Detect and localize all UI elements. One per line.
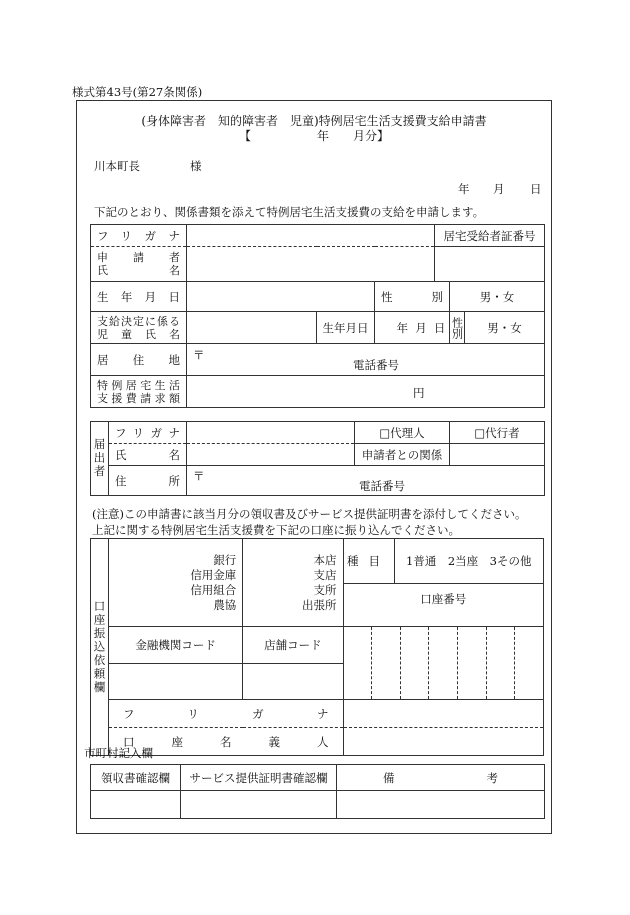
remarks-char-1: 備 (383, 770, 395, 785)
branch-type-branch: 支店 (313, 567, 337, 582)
notifier-vertical-label: 届出者 (91, 422, 109, 496)
sex-label: 性別 (375, 282, 450, 312)
recipient-number-label: 居宅受給者証番号 (435, 225, 545, 247)
remarks-char-2: 考 (486, 770, 498, 785)
branch-type-head: 本店 (313, 552, 337, 567)
applicant-name-field[interactable] (187, 247, 435, 282)
remarks-field[interactable] (337, 791, 545, 819)
addressee-suffix: 様 (190, 159, 202, 173)
branch-code-field[interactable] (243, 663, 343, 700)
child-birth-year: 年 (396, 320, 409, 335)
applicant-label-line1: 申請者 (97, 251, 180, 264)
account-kind-label: 種目 (344, 539, 395, 583)
child-label-line2: 児童氏名 (97, 327, 180, 341)
holder-furigana-label: フリガナ (109, 700, 344, 728)
notifier-furigana-field[interactable] (187, 422, 355, 444)
branch-name-field[interactable] (243, 539, 343, 627)
phone-label: 電話番号 (353, 358, 399, 372)
attachment-note: (注意)この申請書に該当月分の領収書及びサービス提供証明書を添付してください。 (92, 507, 527, 521)
notifier-phone-label: 電話番号 (359, 479, 405, 493)
child-birth-day: 日 (433, 320, 446, 335)
notifier-name-label: 氏名 (109, 444, 187, 466)
child-sex-value[interactable]: 男・女 (465, 312, 545, 344)
account-number-label: 口座番号 (420, 592, 467, 606)
notifier-address-label: 住所 (109, 466, 187, 496)
claim-label-line2: 支援費請求額 (97, 391, 180, 405)
period-month-field[interactable]: 月分】 (352, 129, 389, 143)
account-number-digits (344, 627, 543, 699)
bank-vertical-label: 口座振込依頼欄 (91, 539, 109, 756)
notifier-postal-mark: 〒 (193, 469, 205, 483)
applicant-table (90, 224, 545, 408)
birthdate-label: 生年月日 (91, 282, 187, 312)
municipal-table (90, 764, 545, 819)
intro-text: 下記のとおり、関係書類を添えて特例居宅生活支援費の支給を申請します。 (94, 205, 485, 219)
account-kind-number-cell (343, 539, 543, 627)
notifier-furigana-label: フリガナ (109, 422, 187, 444)
residence-field[interactable] (187, 344, 545, 376)
receipt-check-label: 領収書確認欄 (91, 765, 181, 791)
bank-type-bank: 銀行 (213, 552, 237, 567)
birthdate-field[interactable] (187, 282, 375, 312)
account-number-field[interactable] (343, 627, 543, 700)
claim-amount-field[interactable] (187, 376, 545, 408)
postal-mark: 〒 (193, 348, 205, 362)
bank-code-label: 金融機関コード (109, 627, 243, 664)
service-check-label: サービス提供証明書確認欄 (181, 765, 337, 791)
period-open-bracket: 【 (239, 129, 252, 143)
child-name-label (91, 312, 187, 344)
bank-type-shinkumi: 信用組合 (190, 582, 237, 597)
bank-name-field[interactable] (109, 539, 243, 627)
relation-field[interactable] (450, 444, 545, 466)
municipal-section-title: 市町村記入欄 (84, 746, 153, 760)
date-year-field[interactable]: 年 (458, 182, 470, 196)
child-birth-month: 月 (415, 320, 427, 335)
service-check-field[interactable] (181, 791, 337, 819)
account-kind-options[interactable]: 1普通 2当座 3その他 (406, 554, 532, 568)
branch-type-office: 支所 (313, 582, 337, 597)
notifier-name-field[interactable] (187, 444, 355, 466)
bank-type-shinkin: 信用金庫 (190, 567, 237, 582)
child-birthdate-label: 生年月日 (317, 312, 375, 344)
receipt-check-field[interactable] (91, 791, 181, 819)
child-birthdate-field[interactable] (375, 312, 450, 344)
notifier-table (90, 421, 545, 496)
holder-furigana-field[interactable] (343, 700, 543, 728)
remarks-label (337, 765, 545, 791)
transfer-note: 上記に関する特例居宅生活支援費を下記の口座に振り込んでください。 (92, 523, 460, 537)
claim-label-line1: 特例居宅生活 (97, 378, 180, 392)
proxy-checkbox[interactable]: □代行者 (450, 422, 545, 444)
recipient-number-field[interactable] (435, 247, 545, 282)
form-number-label: 様式第43号(第27条関係) (72, 85, 203, 99)
addressee: 川本町長 (94, 159, 140, 173)
applicant-label-line2: 氏名 (97, 264, 180, 277)
claim-amount-label (91, 376, 187, 408)
child-label-line1: 支給決定に係る (97, 314, 180, 328)
residence-label: 居住地 (91, 344, 187, 376)
branch-type-sub: 出張所 (302, 597, 337, 612)
form-period (76, 127, 552, 144)
child-sex-label: 性別 (450, 312, 465, 344)
branch-code-label: 店舗コード (243, 627, 343, 664)
account-holder-field[interactable] (343, 728, 543, 756)
yen-unit: 円 (413, 386, 425, 400)
agent-checkbox[interactable]: □代理人 (355, 422, 450, 444)
sex-value[interactable]: 男・女 (450, 282, 545, 312)
applicant-furigana-field[interactable] (187, 225, 435, 247)
date-month-field[interactable]: 月 (493, 182, 505, 196)
date-day-field[interactable]: 日 (530, 182, 542, 196)
account-holder-label: 口座名義人 (109, 728, 344, 756)
form-title: (身体障害者 知的障害者 児童)特例居宅生活支援費支給申請書 (141, 114, 487, 128)
child-name-field[interactable] (187, 312, 317, 344)
notifier-address-field[interactable] (187, 466, 545, 496)
bank-transfer-table (90, 538, 544, 756)
applicant-name-label (91, 247, 187, 282)
applicant-furigana-label: フリガナ (91, 225, 187, 247)
relation-label: 申請者との関係 (355, 444, 450, 466)
bank-code-field[interactable] (109, 663, 243, 700)
bank-type-nokyo: 農協 (213, 597, 237, 612)
period-year-field[interactable]: 年 (316, 129, 329, 143)
